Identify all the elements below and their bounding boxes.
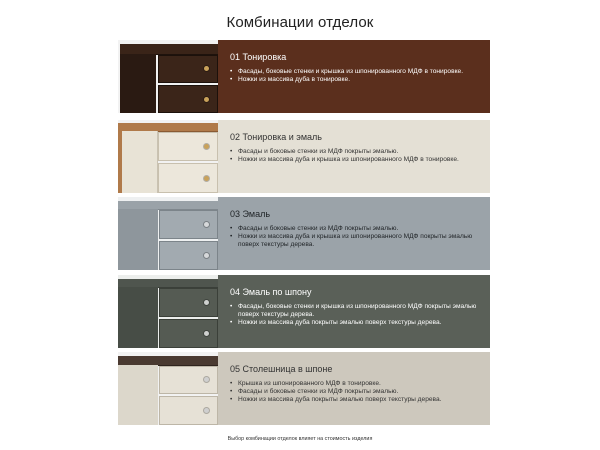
bullet-item: • Ножки из массива дуба в тонировке. (230, 76, 482, 84)
knob-icon (204, 97, 209, 102)
bullet-item: • Ножки из массива дуба покрыты эмалью поверх текстуры дерева. (230, 396, 482, 404)
dresser-photo-toning-enamel (118, 120, 218, 193)
dresser-photo-toning (118, 40, 218, 113)
finish-option-05 (118, 352, 490, 425)
bullet-item: • Фасады, боковые стенки и крышка из шпонированного МДФ в тонировке. (230, 68, 482, 76)
finish-option-panel (218, 275, 490, 348)
bullet-item: • Фасады и боковые стенки из МДФ покрыты эмалью. (230, 388, 482, 396)
footnote: Выбор комбинации отделок влияет на стоимость изделия (227, 436, 373, 442)
finish-option-04 (118, 275, 490, 348)
finish-option-bullets (230, 68, 482, 84)
knob-icon (204, 408, 209, 413)
finish-option-title: 01 Тонировка (230, 52, 287, 62)
bullet-item: • Ножки из массива дуба и крышка из шпонированного МДФ в тонировке. (230, 156, 482, 164)
dresser-photo-veneer-top (118, 352, 218, 425)
bullet-item: • Ножки из массива дуба покрыты эмалью поверх текстуры дерева. (230, 319, 482, 327)
page-title: Комбинации отделок (226, 14, 374, 31)
finish-option-01 (118, 40, 490, 113)
finish-option-03 (118, 197, 490, 270)
bullet-item: • Фасады и боковые стенки из МДФ покрыты эмалью. (230, 225, 482, 233)
bullet-item: • Фасады, боковые стенки и крышка из шпонированного МДФ покрыты эмалью поверх текстуры дерева. (230, 303, 482, 319)
finish-option-bullets (230, 225, 482, 250)
finish-option-panel (218, 120, 490, 193)
knob-icon (204, 66, 209, 71)
knob-icon (204, 331, 209, 336)
finish-option-title: 04 Эмаль по шпону (230, 287, 312, 297)
knob-icon (204, 377, 209, 382)
dresser-photo-enamel-veneer (118, 275, 218, 348)
finish-option-title: 02 Тонировка и эмаль (230, 132, 322, 142)
knob-icon (204, 222, 209, 227)
finish-option-panel (218, 40, 490, 113)
knob-icon (204, 144, 209, 149)
dresser-photo-enamel (118, 197, 218, 270)
knob-icon (204, 176, 209, 181)
finish-option-panel (218, 352, 490, 425)
finish-option-title: 05 Столешница в шпоне (230, 364, 333, 374)
finish-option-02 (118, 120, 490, 193)
knob-icon (204, 300, 209, 305)
finish-option-bullets (230, 148, 482, 164)
finish-option-bullets (230, 303, 482, 328)
finish-option-title: 03 Эмаль (230, 209, 271, 219)
finish-option-bullets (230, 380, 482, 405)
finish-option-panel (218, 197, 490, 270)
bullet-item: • Фасады и боковые стенки из МДФ покрыты эмалью. (230, 148, 482, 156)
bullet-item: • Ножки из массива дуба и крышка из шпонированного МДФ покрыты эмалью поверх текстуры дерева. (230, 233, 482, 249)
bullet-item: • Крышка из шпонированного МДФ в тонировке. (230, 380, 482, 388)
knob-icon (204, 253, 209, 258)
